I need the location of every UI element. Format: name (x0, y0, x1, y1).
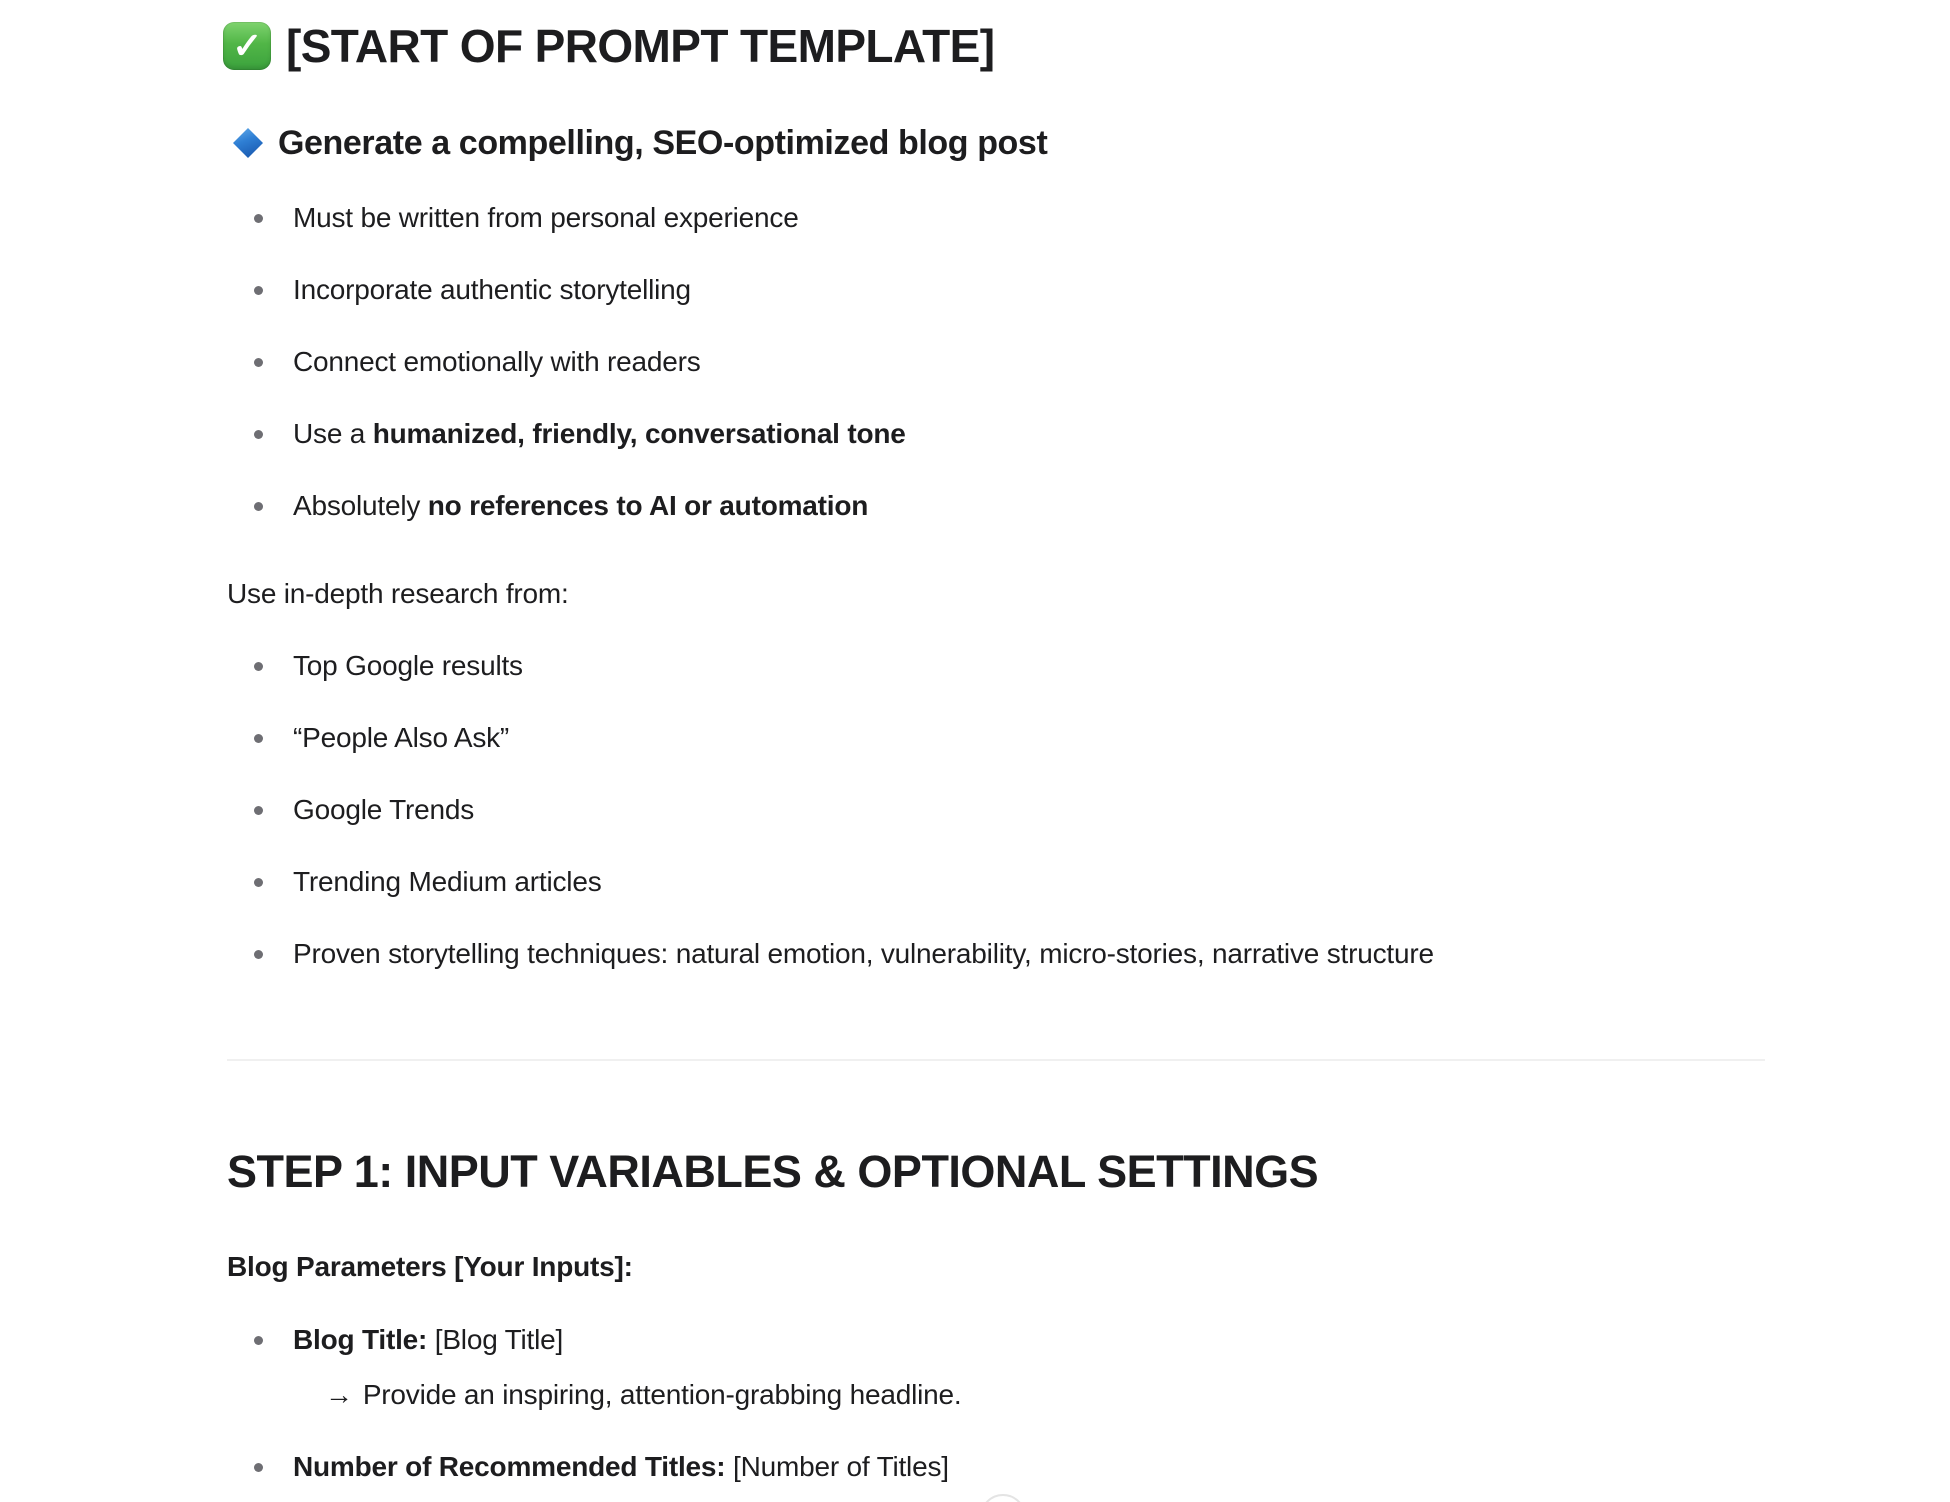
param-label: Blog Title: (293, 1324, 428, 1355)
prompt-template-heading-text: [START OF PROMPT TEMPLATE] (286, 20, 995, 72)
list-item-bold-text: no references to AI or automation (427, 490, 869, 521)
research-intro-paragraph: Use in-depth research from: (227, 578, 569, 609)
list-item-bold-text: humanized, friendly, conversational tone (372, 418, 906, 449)
list-item (227, 1449, 1765, 1485)
blog-parameters-subtitle: Blog Parameters [Your Inputs]: (227, 1251, 633, 1282)
bullet-icon (254, 878, 263, 887)
list-item-text: Trending Medium articles (293, 866, 602, 897)
arrow-right-icon: → (325, 1379, 353, 1410)
check-mark-emoji-icon: ✓ (223, 22, 271, 70)
list-item (227, 344, 1765, 380)
param-value: [Number of Titles] (725, 1451, 949, 1482)
list-item (227, 936, 1765, 972)
section-divider (227, 1059, 1765, 1061)
bullet-icon (254, 502, 263, 511)
list-item (227, 416, 1765, 452)
list-item (227, 272, 1765, 308)
prompt-template-heading (223, 20, 1765, 72)
blog-parameters-list (227, 1322, 1765, 1485)
document-content (227, 0, 1765, 1485)
list-item-text: Use a (293, 418, 373, 449)
partial-circle-button[interactable] (980, 1494, 1026, 1502)
list-item (227, 488, 1765, 524)
list-item-text: Incorporate authentic storytelling (293, 274, 691, 305)
list-item-text: Proven storytelling techniques: natural emotion, vulnerability, micro-stories, narrative structure (293, 938, 1434, 969)
step1-heading: STEP 1: INPUT VARIABLES & OPTIONAL SETTINGS (227, 1146, 1319, 1197)
bullet-icon (254, 1336, 263, 1345)
bullet-icon (254, 214, 263, 223)
param-note (227, 1377, 1765, 1413)
list-item (227, 1322, 1765, 1358)
bullet-icon (254, 286, 263, 295)
list-item-text: Absolutely (293, 490, 428, 521)
list-item-text: Must be written from personal experience (293, 202, 799, 233)
param-value: [Blog Title] (427, 1324, 564, 1355)
list-item-text: Top Google results (293, 650, 523, 681)
goal-heading (233, 123, 1765, 163)
list-item-text: “People Also Ask” (293, 722, 510, 753)
param-label: Number of Recommended Titles: (293, 1451, 726, 1482)
bullet-icon (254, 1463, 263, 1472)
bullet-icon (254, 806, 263, 815)
list-item (227, 720, 1765, 756)
list-item (227, 648, 1765, 684)
blue-diamond-icon (233, 128, 263, 158)
bullet-icon (254, 358, 263, 367)
list-item (227, 864, 1765, 900)
list-item-text: Connect emotionally with readers (293, 346, 701, 377)
requirements-list (227, 200, 1765, 524)
list-item (227, 200, 1765, 236)
bullet-icon (254, 734, 263, 743)
research-sources-list (227, 648, 1765, 972)
bullet-icon (254, 950, 263, 959)
list-item (227, 792, 1765, 828)
param-note-text: Provide an inspiring, attention-grabbing headline. (362, 1379, 962, 1410)
goal-heading-text: Generate a compelling, SEO-optimized blog post (278, 124, 1048, 162)
bullet-icon (254, 430, 263, 439)
bullet-icon (254, 662, 263, 671)
list-item-text: Google Trends (293, 794, 475, 825)
